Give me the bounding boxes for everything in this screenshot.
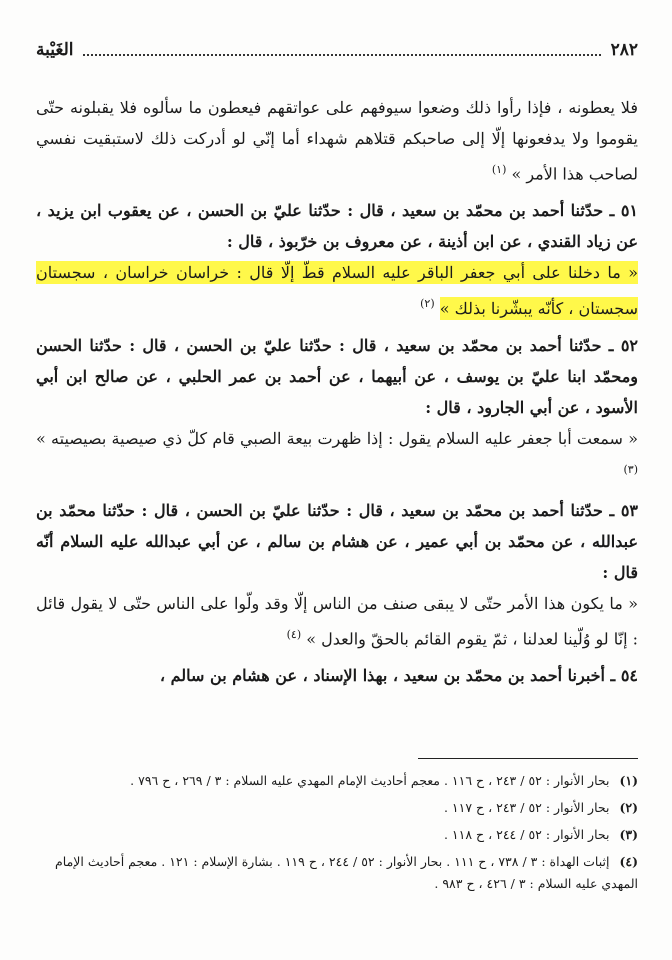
quote-53: « ما يكون هذا الأمر حتّى لا يبقى صنف من الناس إلّا وقد ولّوا على الناس حتّى لا يقول قائل : إنّا لو وُلّينا لعدلنا ، ثمّ يقوم القائم بالحقّ والعدل » (36, 593, 638, 649)
highlighted-quote-51: « ما دخلنا على أبي جعفر الباقر عليه السلام قطّ إلّا قال : خراسان خراسان ، سجستان سجستان ، كأنّه يبشّرنا بذلك » (36, 263, 638, 318)
footnote-ref-1: (١) (491, 163, 507, 176)
footnote-text: بحار الأنوار : ٥٢ / ٢٤٣ ، ح ١١٦ . معجم أحاديث الإمام المهدي عليه السلام : ٣ / ٢٦٩ ، ح ٧٩٦ . (130, 773, 610, 788)
footnote-3 (36, 824, 638, 846)
footnote-number: (٤) (619, 854, 638, 869)
isnad-52: ٥٢ ـ حدّثنا أحمد بن محمّد بن سعيد ، قال : حدّثنا عليّ بن الحسن ، قال : حدّثنا الحسن ومحمّد ابنا عليّ بن يوسف ، عن أبيهما ، عن أحمد بن عمر الحلبي ، عن صالح ابن أبي الأسود ، عن أبي الجارود ، قال : (36, 335, 638, 417)
isnad-54: ٥٤ ـ أخبرنا أحمد بن محمّد بن سعيد ، بهذا الإسناد ، عن هشام بن سالم ، (159, 666, 638, 686)
page-header (36, 40, 638, 60)
footnote-text: بحار الأنوار : ٥٢ / ٢٤٤ ، ح ١١٨ . (443, 827, 610, 842)
footnote-ref-4: (٤) (286, 627, 302, 641)
footnotes (36, 770, 638, 900)
footnote-4 (36, 851, 638, 895)
hadith-52 (36, 330, 638, 489)
footnote-1 (36, 770, 638, 792)
footnote-number: (٢) (619, 800, 638, 815)
footnote-2 (36, 797, 638, 819)
footnote-text: بحار الأنوار : ٥٢ / ٢٤٣ ، ح ١١٧ . (443, 800, 610, 815)
isnad-51: ٥١ ـ حدّثنا أحمد بن محمّد بن سعيد ، قال : حدّثنا عليّ بن الحسن ، عن يعقوب ابن يزيد ، عن زياد القندي ، عن ابن أذينة ، عن معروف بن خرّبوذ ، قال : (36, 201, 639, 252)
footnote-number: (١) (619, 773, 638, 788)
footnote-ref-2: (٢) (420, 297, 435, 311)
quote-52: « سمعت أبا جعفر عليه السلام يقول : إذا ظهرت بيعة الصبي قام كلّ ذي صيصية بصيصيته » (36, 428, 638, 448)
running-title: الغَيْبة (36, 40, 74, 60)
hadith-53 (36, 495, 638, 654)
header-dotted-leader (83, 44, 600, 56)
paragraph-1 (36, 92, 638, 189)
footnote-ref-3: (٣) (623, 462, 638, 476)
footnote-number: (٣) (619, 827, 638, 842)
footnote-text: إثبات الهداة : ٣ / ٧٣٨ ، ح ١١١ . بحار الأنوار : ٥٢ / ٢٤٤ ، ح ١١٩ . بشارة الإسلام : ١٢١ . معجم أحاديث الإمام المهدي عليه السلام : ٣ / ٤٢٦ ، ح ٩٨٣ . (55, 854, 638, 891)
quote-text: فلا يعطونه ، فإذا رأوا ذلك وضعوا سيوفهم على عواتقهم فيعطون ما سألوه فلا يقبلونه حتّى يقوموا ولا يدفعونها إلّا إلى صاحبكم قتلاهم شهداء أما إنّي لو أدركت ذلك لاستبقيت نفسي لصاحب هذا الأمر » (36, 98, 638, 184)
page-body (36, 92, 638, 697)
hadith-54 (36, 660, 638, 691)
hadith-51 (36, 195, 638, 323)
footnote-divider (418, 758, 638, 759)
page-number: ٢٨٢ (610, 40, 638, 60)
isnad-53: ٥٣ ـ حدّثنا أحمد بن محمّد بن سعيد ، قال : حدّثنا عليّ بن الحسن ، قال : حدّثنا محمّد بن عبدالله ، عن محمّد بن أبي عمير ، عن هشام بن سالم ، عن أبي عبدالله عليه السلام أنّه قال : (36, 500, 638, 582)
